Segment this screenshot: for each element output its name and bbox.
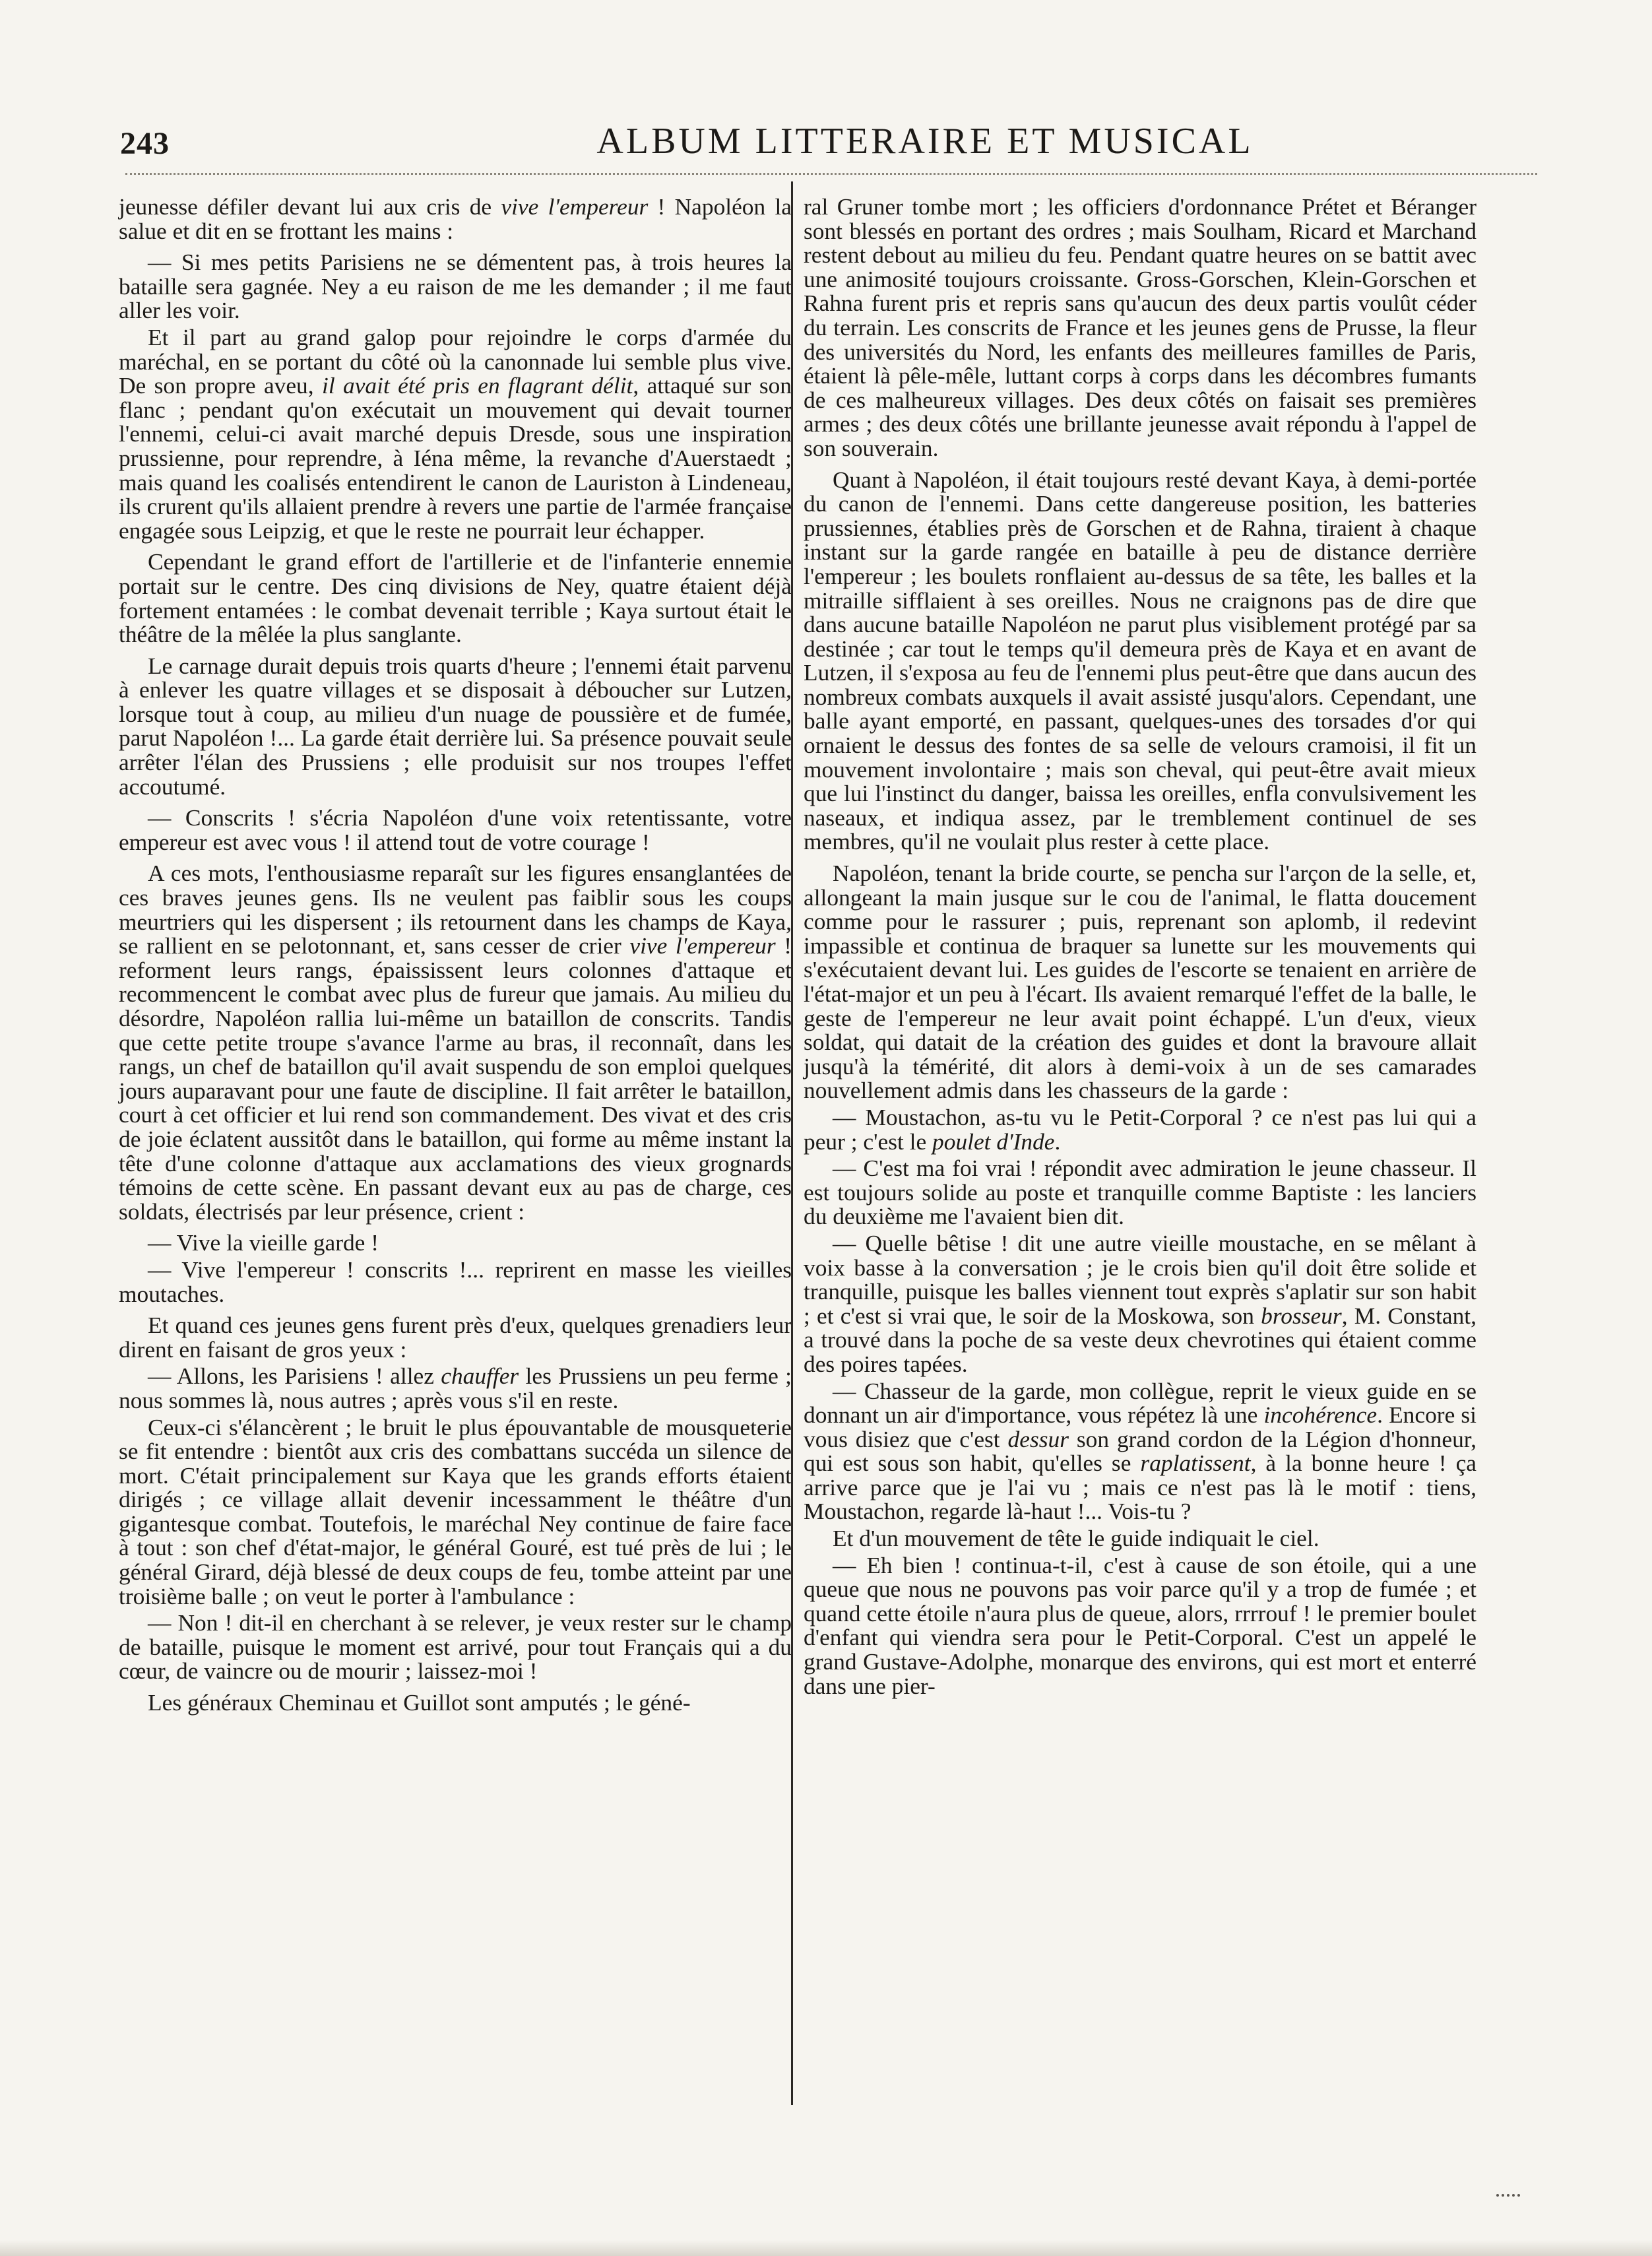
paragraph: — Vive la vieille garde !: [148, 1229, 379, 1256]
paragraph: — Vive l'empereur ! conscrits !... reprirent en masse les vieilles moutaches.: [119, 1256, 792, 1307]
running-title: ALBUM LITTERAIRE ET MUSICAL: [596, 121, 1254, 162]
header-rule: [125, 173, 1537, 175]
page-number: 243: [120, 126, 170, 161]
paragraph: Et d'un mouvement de tête le guide indiquait le ciel.: [833, 1525, 1319, 1552]
paragraph: ral Gruner tombe mort ; les officiers d'ordonnance Prétet et Béranger sont blessés en portant des ordres ; mais Soulham, Ricard et Marchand restent debout au milieu du feu. Pendant quatre heures on se battit avec une animosité toujours croissante. Gross-Gorschen, Klein-Gorschen et Rahna furent pris et repris sans qu'aucun des deux partis voulût céder du terrain. Les conscrits de France et les jeunes gens de Prusse, la fleur des universités du Nord, les enfants des meilleures familles de Paris, étaient là pêle-mêle, luttant corps à corps dans les décombres fumants de ces malheureux villages. Des deux côtés on faisait ses premières armes ; des deux côtés une brillante jeunesse avait répondu à l'appel de son souverain.: [804, 193, 1477, 461]
paragraph: — Chasseur de la garde, mon collègue, reprit le vieux guide en se donnant un air d'importance, vous répétez là une incohérence. Encore si vous disiez que c'est dessur son grand cordon de la Légion d'honneur, qui est sous son habit, qu'elles se raplatissent, à la bonne heure ! ça arrive parce que je l'ai vu ; mais ce n'est pas là le motif : tiens, Moustachon, regarde là-haut !... Vois-tu ?: [804, 1377, 1477, 1525]
paragraph: — Conscrits ! s'écria Napoléon d'une voix retentissante, votre empereur est avec vous ! il attend tout de votre courage !: [119, 804, 792, 855]
left-column: [119, 195, 792, 1722]
page-edge-shadow: [0, 2240, 1652, 2256]
paragraph: — Eh bien ! continua-t-il, c'est à cause de son étoile, qui a une queue que nous ne pouvons pas voir parce qu'il y a trop de fumée ; et quand cette étoile n'aura plus de queue, alors, rrrrouf ! le premier boulet d'enfant qui viendra sera pour le Petit-Corporal. C'est un appelé le grand Gustave-Adolphe, monarque des environs, qui est mort et enterré dans une pier-: [804, 1551, 1477, 1699]
column-divider: [791, 181, 793, 2105]
paragraph: jeunesse défiler devant lui aux cris de vive l'empereur ! Napoléon la salue et dit en se frottant les mains :: [119, 193, 792, 244]
paragraph: Et quand ces jeunes gens furent près d'eux, quelques grenadiers leur dirent en faisant de gros yeux :: [119, 1312, 792, 1363]
paragraph: A ces mots, l'enthousiasme reparaît sur les figures ensanglantées de ces braves jeunes gens. Ils ne veulent pas faiblir sous les coups meurtriers qui les dispersent ; ils retournent dans les champs de Kaya, se rallient en se pelotonnant, et, sans cesser de crier vive l'empereur ! reforment leurs rangs, épaississent leurs colonnes d'attaque et recommencent le combat avec plus de fureur que jamais. Au milieu du désordre, Napoléon rallia lui-même un bataillon de conscrits. Tandis que cette petite troupe s'avance l'arme au bras, il reconnaît, dans les rangs, un chef de bataillon qu'il avait suspendu de son emploi quelques jours auparavant pour une faute de discipline. Il fait arrêter le bataillon, court à cet officier et lui rend son commandement. Des vivat et des cris de joie éclatent aussitôt dans le bataillon, qui forme au même instant la tête d'une colonne d'attaque aux acclamations des vieux grognards témoins de cette scène. En passant devant eux au pas de charge, ces soldats, électrisés par leur présence, crient :: [119, 860, 792, 1225]
paragraph: — Quelle bêtise ! dit une autre vieille moustache, en se mêlant à voix basse à la conversation ; je le crois bien qu'il doit être solide et tranquille, puisque les balles viennent tout exprès s'aplatir sur son habit ; et c'est si vrai que, le soir de la Moskowa, son brosseur, M. Constant, a trouvé dans la poche de sa veste deux chevrotines qui étaient comme des poires tapées.: [804, 1229, 1477, 1377]
paragraph: Et il part au grand galop pour rejoindre le corps d'armée du maréchal, en se portant du côté où la canonnade lui semble plus vive. De son propre aveu, il avait été pris en flagrant délit, attaqué sur son flanc ; pendant qu'on exécutait un mouvement qui devait tourner l'ennemi, celui-ci avait marché depuis Dresde, sous une inspiration prussienne, pour reprendre, à Iéna même, la revanche d'Auerstaedt ; mais quand les coalisés entendirent le canon de Lauriston à Lindeneau, ils crurent qu'ils allaient prendre à revers une partie de l'armée française engagée sous Leipzig, et que le reste ne pourrait leur échapper.: [119, 323, 792, 544]
paragraph: — Allons, les Parisiens ! allez chauffer les Prussiens un peu ferme ; nous sommes là, nous autres ; après vous s'il en reste.: [119, 1363, 792, 1413]
paragraph: Quant à Napoléon, il était toujours resté devant Kaya, à demi-portée du canon de l'ennemi. Dans cette dangereuse position, les batteries prussiennes, établies près de Gorschen et de Rahna, tiraient à chaque instant sur la garde rangée en bataille à peu de distance derrière l'empereur ; les boulets ronflaient au-dessus de sa tête, les balles et la mitraille sifflaient à ses oreilles. Nous ne craignons pas de dire que dans aucune bataille Napoléon ne parut plus visiblement protégé par sa destinée ; car tout le temps qu'il demeura près de Kaya et en avant de Lutzen, il s'exposa au feu de l'ennemi plus peut-être que dans aucun des nombreux combats auxquels il avait assisté jusqu'alors. Cependant, une balle ayant emporté, en passant, quelques-unes des torsades d'or qui ornaient le dessus des fontes de sa selle de velours cramoisi, il fit un mouvement involontaire ; mais son cheval, qui peut-être avait mieux que lui l'instinct du danger, baissa les oreilles, enfla convulsivement les naseaux, et indiqua assez, par le tremblement continuel de ses membres, qu'il ne voulait plus rester à cette place.: [804, 466, 1477, 855]
paragraph: — Moustachon, as-tu vu le Petit-Corporal ? ce n'est pas lui qui a peur ; c'est le poulet d'Inde.: [804, 1103, 1477, 1155]
paragraph: — C'est ma foi vrai ! répondit avec admiration le jeune chasseur. Il est toujours solide au poste et tranquille comme Baptiste : les lanciers du deuxième me l'avaient bien dit.: [804, 1155, 1477, 1230]
printer-mark: [1496, 2194, 1520, 2201]
paragraph: Cependant le grand effort de l'artillerie et de l'infanterie ennemie portait sur le centre. Des cinq divisions de Ney, quatre étaient déjà fortement entamées : le combat devenait terrible ; Kaya surtout était le théâtre de la mêlée la plus sanglante.: [119, 548, 792, 648]
right-column: [804, 195, 1477, 1705]
paragraph: Les généraux Cheminau et Guillot sont amputés ; le géné-: [148, 1689, 691, 1716]
paragraph: — Non ! dit-il en cherchant à se relever, je veux rester sur le champ de bataille, puisque le moment est arrivé, pour tout Français qui a du cœur, de vaincre ou de mourir ; laissez-moi !: [119, 1609, 792, 1685]
paragraph: Napoléon, tenant la bride courte, se pencha sur l'arçon de la selle, et, allongeant la main jusque sur le cou de l'animal, le flatta doucement comme pour le rassurer ; puis, reprenant son aplomb, il redevint impassible et continua de braquer sa lunette sur les mouvements qui s'exécutaient devant lui. Les guides de l'escorte se tenaient en arrière de l'état-major et un peu à l'écart. Ils avaient remarqué l'effet de la balle, le geste de l'empereur ne leur avait point échappé. L'un d'eux, vieux soldat, qui datait de la création des guides et dont la bravoure allait jusqu'à la témérité, dit alors à demi-voix à un de ses camarades nouvellement admis dans les chasseurs de la garde :: [804, 860, 1477, 1104]
paragraph: Le carnage durait depuis trois quarts d'heure ; l'ennemi était parvenu à enlever les quatre villages et se disposait à déboucher sur Lutzen, lorsque tout à coup, au milieu d'un nuage de poussière et de fumée, parut Napoléon !... La garde était derrière lui. Sa présence pouvait seule arrêter l'élan des Prussiens ; elle produisit sur nos troupes l'effet accoutumé.: [119, 652, 792, 800]
page-header: [120, 120, 1539, 173]
paragraph: Ceux-ci s'élancèrent ; le bruit le plus épouvantable de mousqueterie se fit entendre : bientôt aux cris des combattans succéda un silence de mort. C'était principalement sur Kaya que les grands efforts étaient dirigés ; ce village allait devenir incessamment le théâtre d'un gigantesque combat. Toutefois, le maréchal Ney continue de faire face à tout : son chef d'état-major, le général Gouré, est tué près de lui ; le général Girard, déjà blessé de deux coups de feu, tombe atteint par une troisième balle ; on veut le porter à l'ambulance :: [119, 1413, 792, 1609]
paragraph: — Si mes petits Parisiens ne se démentent pas, à trois heures la bataille sera gagnée. Ney a eu raison de me les demander ; il me faut aller les voir.: [119, 249, 792, 324]
